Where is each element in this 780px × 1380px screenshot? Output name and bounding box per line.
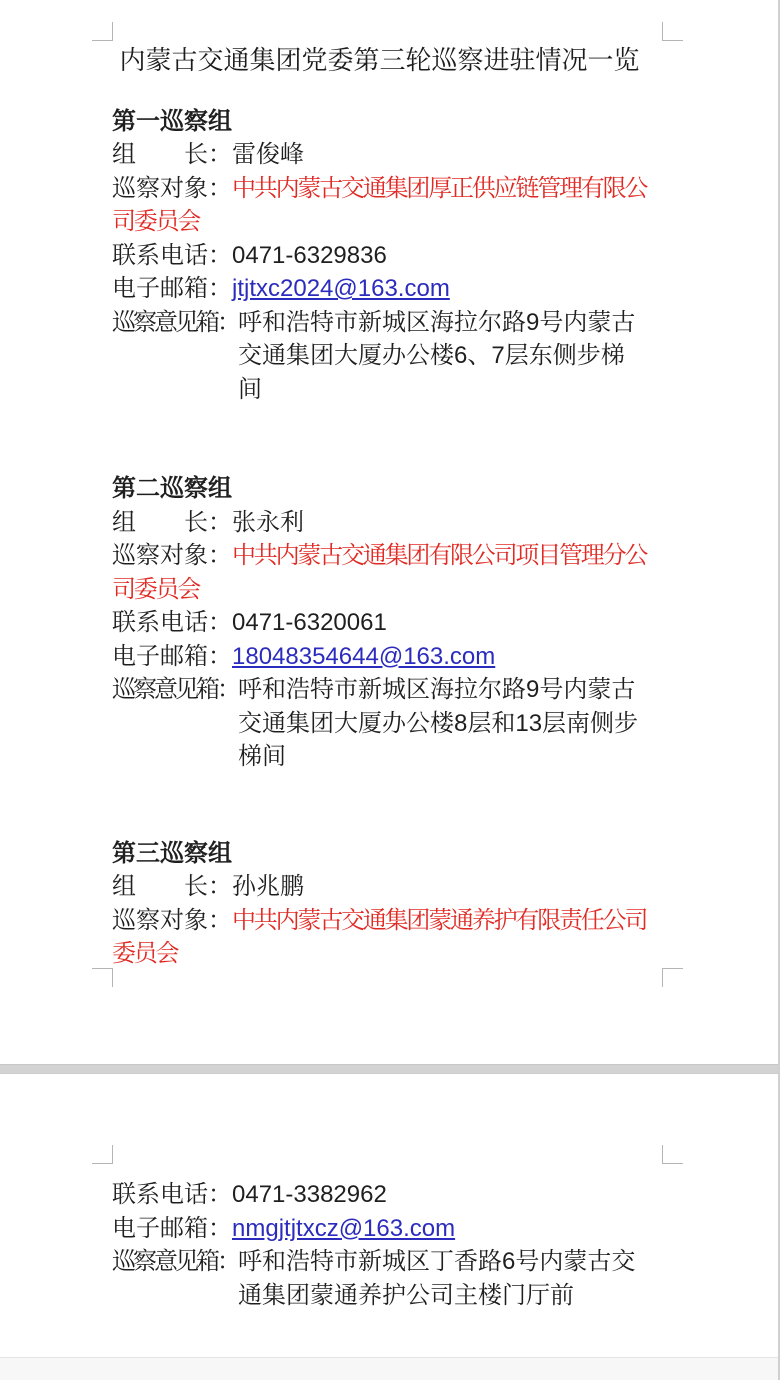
phone-label: 联系电话： (112, 1181, 232, 1208)
group-2-email-line (112, 640, 647, 674)
leader-name: 孙兆鹏 (232, 873, 304, 900)
page-2-content (112, 1074, 647, 1312)
box-label: 巡察意见箱： (112, 308, 238, 336)
group-3-heading: 第三巡察组 (112, 839, 232, 867)
target-name: 中共内蒙古交通集团蒙通养护有限责任公司委员会 (112, 906, 647, 967)
box-label: 巡察意见箱： (112, 676, 238, 703)
email-label: 电子邮箱： (112, 1214, 232, 1242)
group-1-heading: 第一巡察组 (112, 107, 232, 135)
phone-label: 联系电话： (112, 609, 232, 636)
group-3-email-line (112, 1212, 647, 1246)
screenshot-bottom-band (0, 1357, 780, 1380)
doc-title: 内蒙古交通集团党委第三轮巡察进驻情况一览 (119, 45, 640, 75)
box-address: 呼和浩特市新城区海拉尔路9号内蒙古交通集团大厦办公楼6、7层东侧步梯间 (238, 308, 636, 403)
leader-label: 组 长： (112, 508, 232, 536)
group-3-phone-line (112, 1178, 647, 1212)
group-2-heading: 第二巡察组 (112, 475, 232, 502)
page-1-content (112, 0, 647, 971)
leader-label: 组 长： (112, 141, 232, 168)
inspection-group-2 (112, 472, 647, 774)
group-1-phone-line (112, 239, 647, 273)
group-1-email-line (112, 272, 647, 306)
group-1-leader-line (112, 138, 647, 172)
inspection-group-1 (112, 105, 647, 407)
group-2-phone-line (112, 606, 647, 640)
page-margin-mark (662, 968, 683, 987)
email-link[interactable]: 18048354644@163.com (232, 642, 496, 670)
page-margin-mark (92, 1145, 113, 1164)
phone-number: 0471-6329836 (232, 241, 387, 269)
target-label: 巡察对象： (112, 174, 232, 202)
page-margin-mark (92, 22, 113, 41)
email-label: 电子邮箱： (112, 275, 232, 302)
group-2-box-line (112, 673, 647, 774)
box-label: 巡察意见箱： (112, 1248, 238, 1275)
document-page-2 (0, 1074, 780, 1357)
page-margin-mark (92, 968, 113, 987)
group-2-leader-line (112, 506, 647, 540)
target-name: 中共内蒙古交通集团有限公司项目管理分公司委员会 (112, 542, 647, 603)
group-3-leader-line (112, 870, 647, 904)
group-3-target-line (112, 904, 647, 971)
phone-number: 0471-6320061 (232, 609, 387, 636)
email-label: 电子邮箱： (112, 642, 232, 670)
box-address: 呼和浩特市新城区海拉尔路9号内蒙古交通集团大厦办公楼8层和13层南侧步梯间 (238, 676, 639, 770)
target-label: 巡察对象： (112, 906, 232, 934)
page-margin-mark (662, 1145, 683, 1164)
phone-label: 联系电话： (112, 241, 232, 269)
group-2-target-line (112, 539, 647, 606)
target-label: 巡察对象： (112, 542, 232, 569)
leader-name: 雷俊峰 (232, 141, 304, 168)
page-separator (0, 1064, 780, 1074)
box-address: 呼和浩特市新城区丁香路6号内蒙古交通集团蒙通养护公司主楼门厅前 (238, 1248, 636, 1309)
group-3-box-line (112, 1245, 647, 1312)
group-1-target-line (112, 172, 647, 239)
page-margin-mark (662, 22, 683, 41)
leader-label: 组 长： (112, 873, 232, 900)
email-link[interactable]: nmgjtjtxcz@163.com (232, 1214, 456, 1242)
group-1-box-line (112, 306, 647, 407)
email-link[interactable]: jtjtxc2024@163.com (232, 275, 450, 302)
phone-number: 0471-3382962 (232, 1181, 387, 1208)
leader-name: 张永利 (232, 508, 304, 536)
inspection-group-3 (112, 837, 647, 971)
target-name: 中共内蒙古交通集团厚正供应链管理有限公司委员会 (112, 174, 647, 235)
